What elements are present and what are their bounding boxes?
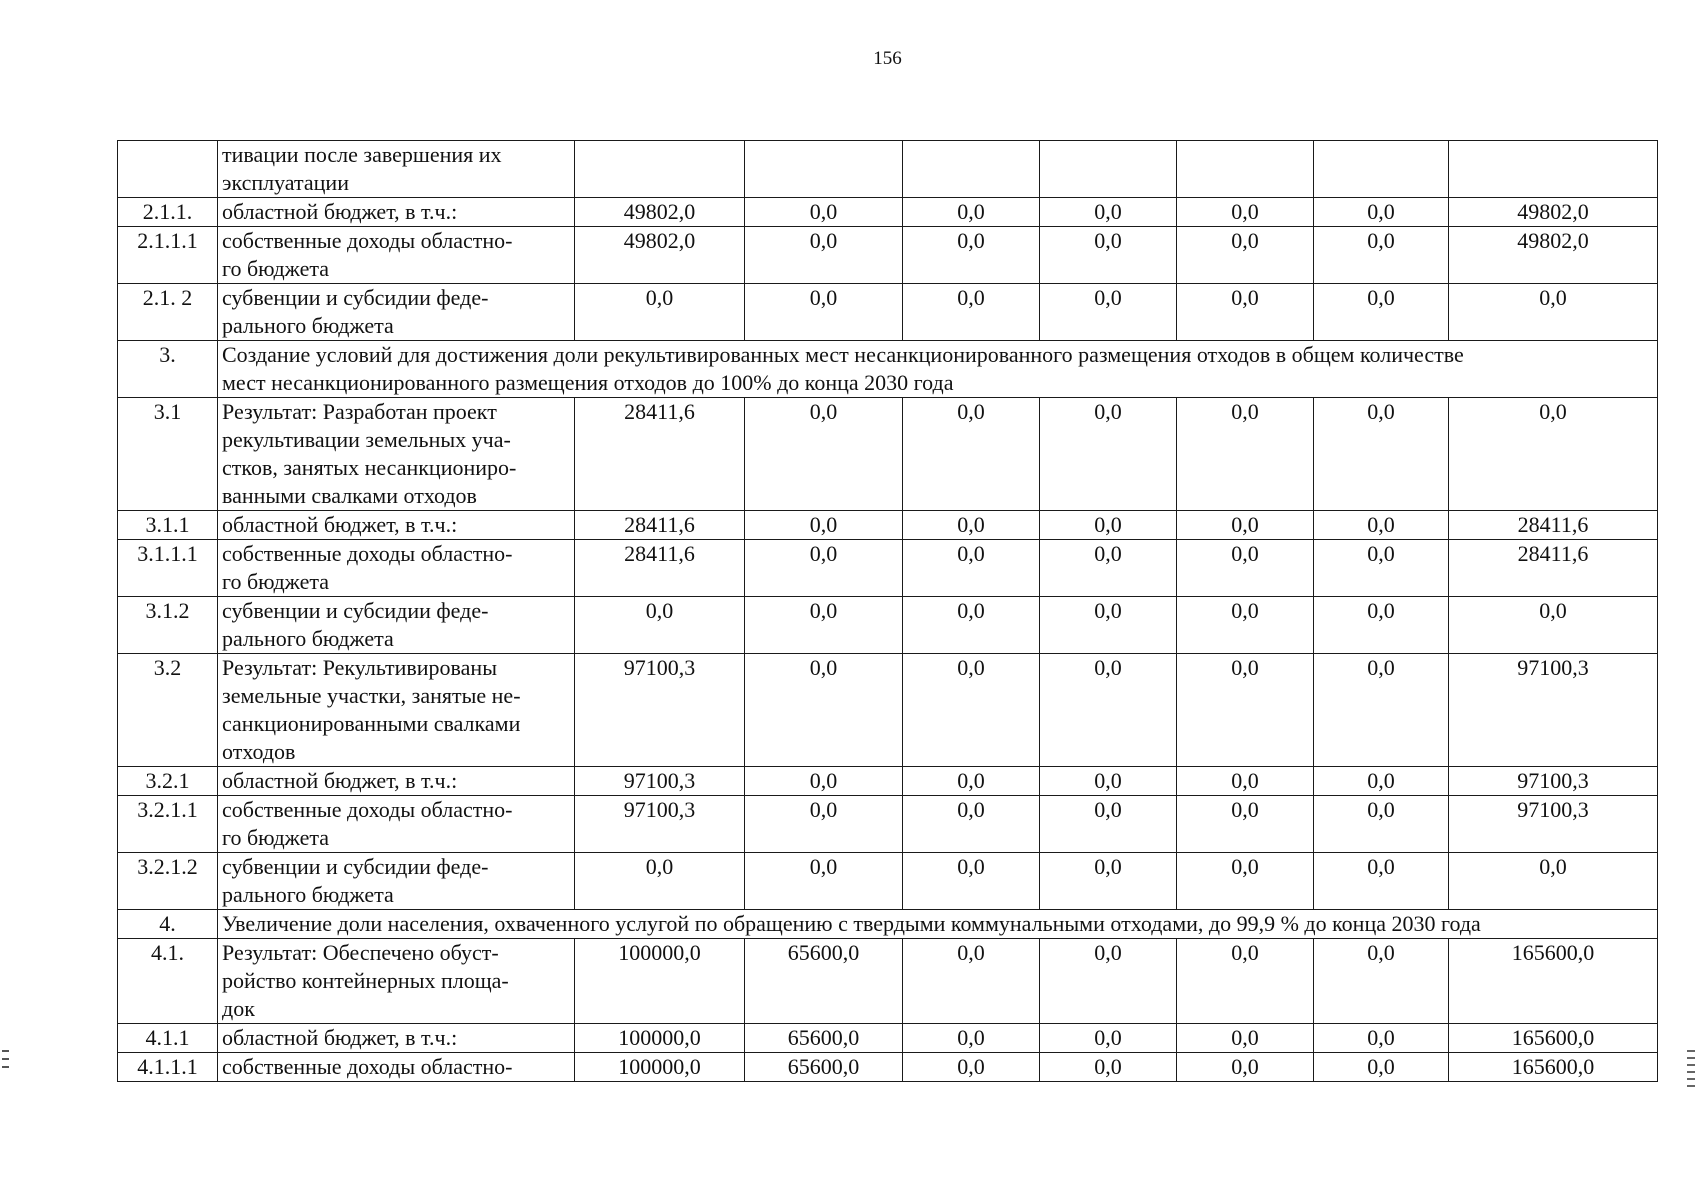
amount-cell: 0,0: [903, 1053, 1040, 1082]
amount-cell: 0,0: [1177, 939, 1314, 1024]
row-name-line: Результат: Разработан проект: [222, 399, 497, 424]
amount-cell: 0,0: [903, 939, 1040, 1024]
amount-cell: 0,0: [903, 853, 1040, 910]
row-name-line: ройство контейнерных площа-: [222, 968, 509, 993]
amount-cell: 0,0: [1314, 227, 1449, 284]
row-name-line: земельные участки, занятые не-: [222, 683, 521, 708]
amount-cell: 0,0: [1040, 284, 1177, 341]
table-row: [118, 511, 1658, 540]
amount-cell: 0,0: [1449, 597, 1658, 654]
amount-cell: 0,0: [903, 284, 1040, 341]
row-code: 3.1.1: [118, 511, 218, 540]
section-header-row: [118, 910, 1658, 939]
amount-cell: 0,0: [1040, 654, 1177, 767]
row-name-line: областной бюджет, в т.ч.:: [222, 199, 458, 224]
row-name: [218, 597, 575, 654]
row-code: 3.1: [118, 398, 218, 511]
amount-cell: 0,0: [903, 654, 1040, 767]
row-code: 3.2.1.1: [118, 796, 218, 853]
row-name-line: го бюджета: [222, 256, 330, 281]
row-name-line: эксплуатации: [222, 170, 349, 195]
amount-cell: 0,0: [1314, 939, 1449, 1024]
amount-cell: 0,0: [1177, 853, 1314, 910]
row-name: [218, 511, 575, 540]
row-name-line: рального бюджета: [222, 626, 394, 651]
table-row: [118, 939, 1658, 1024]
amount-cell: 0,0: [745, 654, 903, 767]
amount-cell: 0,0: [1314, 597, 1449, 654]
amount-cell: 0,0: [745, 597, 903, 654]
amount-cell: 0,0: [1040, 939, 1177, 1024]
amount-cell: 0,0: [745, 796, 903, 853]
row-name: [218, 227, 575, 284]
row-name: [218, 540, 575, 597]
section-title-line: Увеличение доли населения, охваченного услугой по обращению с твердыми коммунальными отходами, до 99,9 % до конца 2030 года: [222, 911, 1481, 936]
row-code: 4.: [118, 910, 218, 939]
row-name-line: субвенции и субсидии феде-: [222, 285, 489, 310]
amount-cell: 65600,0: [745, 939, 903, 1024]
amount-cell: 97100,3: [575, 796, 745, 853]
amount-cell: 0,0: [1314, 767, 1449, 796]
row-name-line: санкционированными свалками: [222, 711, 521, 736]
amount-cell: 0,0: [575, 597, 745, 654]
amount-cell: 0,0: [745, 540, 903, 597]
row-name-line: рального бюджета: [222, 882, 394, 907]
amount-cell: 65600,0: [745, 1024, 903, 1053]
amount-cell: 0,0: [1314, 1053, 1449, 1082]
amount-cell: 0,0: [1177, 796, 1314, 853]
amount-cell: 0,0: [1314, 1024, 1449, 1053]
table-row: [118, 767, 1658, 796]
section-title-line: Создание условий для достижения доли рекультивированных мест несанкционированного размещения отходов в общем количестве: [222, 342, 1464, 367]
amount-cell: 0,0: [1177, 1053, 1314, 1082]
amount-cell: 0,0: [1449, 284, 1658, 341]
row-code: 3.: [118, 341, 218, 398]
amount-cell: 49802,0: [1449, 198, 1658, 227]
row-code: 4.1.: [118, 939, 218, 1024]
amount-cell: 0,0: [1177, 398, 1314, 511]
table-row: [118, 398, 1658, 511]
row-code: 2.1. 2: [118, 284, 218, 341]
amount-cell: 0,0: [1314, 511, 1449, 540]
amount-cell: [575, 141, 745, 198]
amount-cell: [1449, 141, 1658, 198]
amount-cell: 0,0: [745, 853, 903, 910]
amount-cell: 97100,3: [1449, 767, 1658, 796]
row-name-line: рекультивации земельных уча-: [222, 427, 511, 452]
row-code: 4.1.1: [118, 1024, 218, 1053]
amount-cell: 0,0: [575, 853, 745, 910]
amount-cell: 0,0: [903, 767, 1040, 796]
amount-cell: 0,0: [1314, 198, 1449, 227]
row-name-line: ванными свалками отходов: [222, 483, 477, 508]
row-name-line: рального бюджета: [222, 313, 394, 338]
row-name: [218, 654, 575, 767]
table-row: [118, 227, 1658, 284]
amount-cell: 100000,0: [575, 1053, 745, 1082]
amount-cell: 97100,3: [1449, 654, 1658, 767]
amount-cell: 0,0: [1177, 540, 1314, 597]
amount-cell: 0,0: [1314, 796, 1449, 853]
table-row: [118, 198, 1658, 227]
row-name-line: собственные доходы областно-: [222, 228, 513, 253]
amount-cell: [1314, 141, 1449, 198]
amount-cell: 0,0: [903, 198, 1040, 227]
amount-cell: 0,0: [745, 767, 903, 796]
amount-cell: 97100,3: [575, 654, 745, 767]
amount-cell: 0,0: [903, 540, 1040, 597]
amount-cell: 0,0: [903, 511, 1040, 540]
row-name-line: Результат: Рекультивированы: [222, 655, 497, 680]
section-title: [218, 910, 1658, 939]
row-name-line: собственные доходы областно-: [222, 541, 513, 566]
row-name: [218, 398, 575, 511]
amount-cell: 0,0: [1314, 654, 1449, 767]
row-name: [218, 284, 575, 341]
scan-edge-marks-right: [1687, 1050, 1695, 1092]
amount-cell: 28411,6: [575, 398, 745, 511]
row-code: 2.1.1.1: [118, 227, 218, 284]
amount-cell: [745, 141, 903, 198]
amount-cell: 100000,0: [575, 939, 745, 1024]
row-name-line: отходов: [222, 739, 296, 764]
row-name: [218, 853, 575, 910]
row-name: [218, 796, 575, 853]
amount-cell: 0,0: [1314, 540, 1449, 597]
amount-cell: 0,0: [1177, 767, 1314, 796]
row-name-line: областной бюджет, в т.ч.:: [222, 512, 458, 537]
row-name: [218, 1024, 575, 1053]
amount-cell: 165600,0: [1449, 939, 1658, 1024]
row-name-line: док: [222, 996, 255, 1021]
row-code: 3.2: [118, 654, 218, 767]
amount-cell: 0,0: [1314, 398, 1449, 511]
amount-cell: 0,0: [1040, 398, 1177, 511]
amount-cell: 49802,0: [575, 198, 745, 227]
row-name: [218, 1053, 575, 1082]
section-title: [218, 341, 1658, 398]
amount-cell: 0,0: [1040, 198, 1177, 227]
amount-cell: 0,0: [1040, 540, 1177, 597]
section-title-line: мест несанкционированного размещения отходов до 100% до конца 2030 года: [222, 370, 954, 395]
amount-cell: 0,0: [1040, 511, 1177, 540]
amount-cell: 0,0: [1177, 1024, 1314, 1053]
amount-cell: 28411,6: [1449, 511, 1658, 540]
amount-cell: 0,0: [745, 398, 903, 511]
amount-cell: 49802,0: [1449, 227, 1658, 284]
row-name: [218, 767, 575, 796]
amount-cell: 0,0: [745, 227, 903, 284]
table-row: [118, 1024, 1658, 1053]
row-code: 3.2.1.2: [118, 853, 218, 910]
amount-cell: 0,0: [1177, 198, 1314, 227]
amount-cell: 100000,0: [575, 1024, 745, 1053]
amount-cell: 0,0: [1040, 796, 1177, 853]
row-name-line: субвенции и субсидии феде-: [222, 598, 489, 623]
table-row: [118, 654, 1658, 767]
amount-cell: 0,0: [1314, 284, 1449, 341]
amount-cell: 0,0: [1040, 597, 1177, 654]
amount-cell: 0,0: [1449, 853, 1658, 910]
amount-cell: 0,0: [745, 511, 903, 540]
budget-table: [117, 140, 1658, 1082]
row-name: [218, 141, 575, 198]
amount-cell: 28411,6: [1449, 540, 1658, 597]
row-name-line: собственные доходы областно-: [222, 797, 513, 822]
row-code: 3.1.1.1: [118, 540, 218, 597]
row-name-line: го бюджета: [222, 825, 330, 850]
table-row: [118, 597, 1658, 654]
amount-cell: 28411,6: [575, 511, 745, 540]
amount-cell: 165600,0: [1449, 1053, 1658, 1082]
amount-cell: 0,0: [1040, 853, 1177, 910]
amount-cell: 0,0: [1177, 597, 1314, 654]
amount-cell: 0,0: [1314, 853, 1449, 910]
amount-cell: 0,0: [903, 796, 1040, 853]
row-name-line: областной бюджет, в т.ч.:: [222, 1025, 458, 1050]
amount-cell: [1040, 141, 1177, 198]
amount-cell: [903, 141, 1040, 198]
amount-cell: 0,0: [1177, 511, 1314, 540]
section-header-row: [118, 341, 1658, 398]
row-name-line: собственные доходы областно-: [222, 1054, 513, 1079]
amount-cell: 0,0: [1040, 1024, 1177, 1053]
amount-cell: 49802,0: [575, 227, 745, 284]
scan-edge-marks-left: [2, 1050, 9, 1074]
amount-cell: 0,0: [903, 227, 1040, 284]
amount-cell: 0,0: [575, 284, 745, 341]
amount-cell: 0,0: [1177, 227, 1314, 284]
row-code: 3.2.1: [118, 767, 218, 796]
row-code: 4.1.1.1: [118, 1053, 218, 1082]
amount-cell: 0,0: [903, 597, 1040, 654]
amount-cell: [1177, 141, 1314, 198]
page-number: 156: [873, 48, 902, 69]
row-name-line: стков, занятых несанкциониро-: [222, 455, 517, 480]
amount-cell: 0,0: [1040, 767, 1177, 796]
row-name: [218, 198, 575, 227]
row-name-line: го бюджета: [222, 569, 330, 594]
row-code: 2.1.1.: [118, 198, 218, 227]
row-name: [218, 939, 575, 1024]
amount-cell: 0,0: [1177, 284, 1314, 341]
amount-cell: 97100,3: [1449, 796, 1658, 853]
table-row: [118, 540, 1658, 597]
amount-cell: 0,0: [745, 284, 903, 341]
amount-cell: 28411,6: [575, 540, 745, 597]
row-code: 3.1.2: [118, 597, 218, 654]
table-body: [118, 141, 1658, 1082]
amount-cell: 0,0: [903, 398, 1040, 511]
amount-cell: 0,0: [1449, 398, 1658, 511]
amount-cell: 165600,0: [1449, 1024, 1658, 1053]
table-row: [118, 796, 1658, 853]
amount-cell: 0,0: [1040, 227, 1177, 284]
table-row: [118, 141, 1658, 198]
amount-cell: 65600,0: [745, 1053, 903, 1082]
amount-cell: 0,0: [745, 198, 903, 227]
row-name-line: субвенции и субсидии феде-: [222, 854, 489, 879]
table-row: [118, 1053, 1658, 1082]
row-name-line: Результат: Обеспечено обуст-: [222, 940, 499, 965]
amount-cell: 0,0: [1040, 1053, 1177, 1082]
row-code: [118, 141, 218, 198]
table-row: [118, 284, 1658, 341]
amount-cell: 0,0: [903, 1024, 1040, 1053]
table-row: [118, 853, 1658, 910]
amount-cell: 97100,3: [575, 767, 745, 796]
row-name-line: областной бюджет, в т.ч.:: [222, 768, 458, 793]
amount-cell: 0,0: [1177, 654, 1314, 767]
row-name-line: тивации после завершения их: [222, 142, 502, 167]
